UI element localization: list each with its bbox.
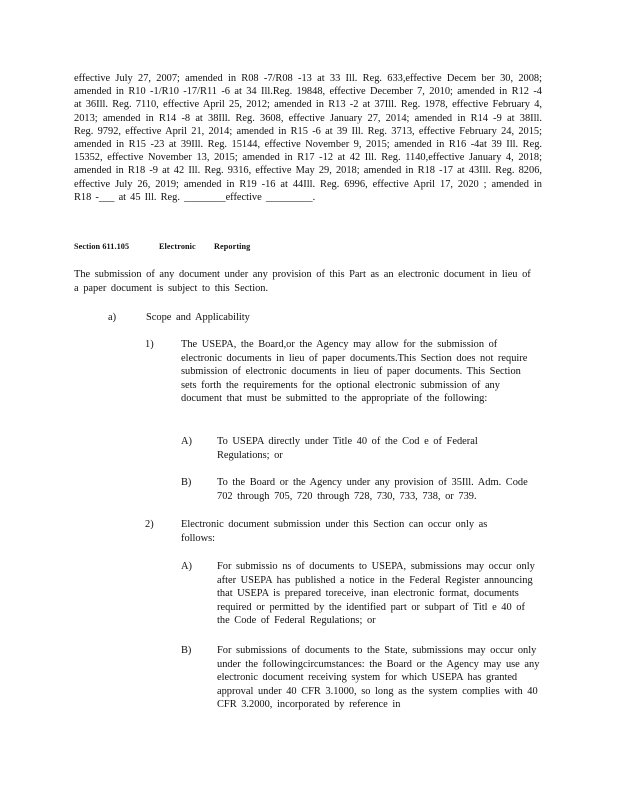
paragraph-1-text: The USEPA, the Board,or the Agency may allow for the submission of electronic documents in lieu of paper documents.This Section does not require submission of electronic documents in lieu of paper documents. This Section sets forth the requirements for the optional electronic submission of any document that must be submitted to the appropriate of the following: — [181, 339, 528, 405]
paragraph-2-item-b-text: For submissions of documents to the State, submissions may occur only under the followingcircumstances: the Board or the Agency may use any electronic document receiving system for which USEPA has granted approval under 40 CFR 3.1000, so long as the system complies with 40 CFR 3.2000, incorporated by reference in — [217, 645, 540, 711]
paragraph-1-item-a-text: To USEPA directly under Title 40 of the Cod e of Federal Regulations; or — [217, 436, 478, 461]
paragraph-2-label: 2) — [145, 519, 154, 530]
subsection-a-label: a) — [108, 312, 117, 323]
paragraph-2-item-b-label: B) — [181, 645, 192, 656]
paragraph-2-text: Electronic document submission under this Section can occur only as follows: — [181, 519, 488, 544]
paragraph-1-item-b-text: To the Board or the Agency under any provision of 35Ill. Adm. Code 702 through 705, 720 through 728, 730, 733, 738, or 739. — [217, 477, 528, 502]
paragraph-2-item-a-text: For submissio ns of documents to USEPA, submissions may occur only after USEPA has published a notice in the Federal Register announcing that USEPA is prepared toreceive, inan electronic format, documents required or permitted by the identified part or subpart of Titl e 40 of the Code of Federal Regulations; or — [217, 561, 535, 627]
section-intro: The submission of any document under any provision of this Part as an electronic document in lieu of a paper document is subject to this Section. — [74, 269, 531, 294]
section-number: Section 611.105 — [74, 242, 130, 251]
paragraph-2-item-a-label: A) — [181, 561, 192, 572]
paragraph-1-label: 1) — [145, 339, 154, 350]
paragraph-1-item-a-label: A) — [181, 436, 192, 447]
section-title-word-2: Reporting — [214, 242, 251, 251]
paragraph-1-item-b-label: B) — [181, 477, 192, 488]
subsection-a-heading: Scope and Applicability — [146, 312, 250, 323]
section-title-word-1: Electronic — [159, 242, 196, 251]
section-heading — [74, 242, 250, 251]
amendment-history: effective July 27, 2007; amended in R08 -7/R08 -13 at 33 Ill. Reg. 633,effective Decem ber 30, 2008; amended in R10 -1/R10 -17/R11 -6 at 34 Ill.Reg. 19848, effective December 7, 2010; amended in R12 -4 at 36Ill. Reg. 7110, effective April 25, 2012; amended in R13 -2 at 37Ill. Reg. 1978, effective February 4, 2013; amended in R14 -8 at 38Ill. Reg. 3608, effective January 27, 2014; amended in R14 -9 at 38Ill. Reg. 9792, effective April 21, 2014; amended in R15 -6 at 39 Ill. Reg. 3713, effective February 24, 2015; amended in R15 -23 at 39Ill. Reg. 15144, effective November 9, 2015; amended in R16 -4at 39 Ill. Reg. 15352, effective November 13, 2015; amended in R17 -12 at 42 Ill. Reg. 1140,effective January 4, 2018; amended in R18 -9 at 42 Ill. Reg. 9316, effective May 29, 2018; amended in R18 -17 at 43Ill. Reg. 8206, effective July 26, 2019; amended in R19 -16 at 44Ill. Reg. 6996, effective April 17, 2020 ; amended in R18 -___ at 45 Ill. Reg. ________effective _________. — [74, 73, 542, 203]
